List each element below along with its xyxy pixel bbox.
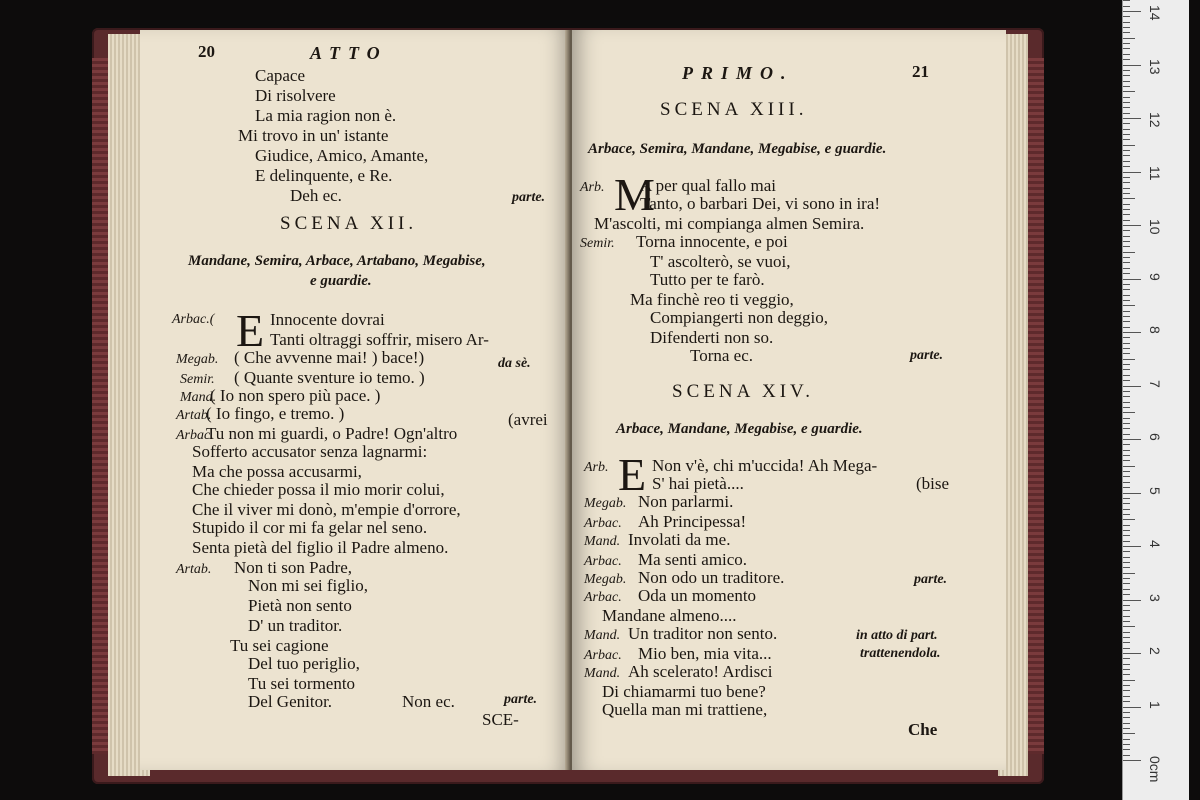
verse-line: Tu sei tormento bbox=[248, 674, 356, 693]
drop-cap: E bbox=[618, 449, 647, 500]
ruler-tick bbox=[1123, 75, 1130, 76]
ruler-tick bbox=[1123, 707, 1141, 708]
verse-line: Tutto per te farò. bbox=[650, 270, 765, 289]
ruler-tick bbox=[1123, 648, 1130, 649]
verse-line: (avrei bbox=[508, 410, 548, 429]
ruler-tick bbox=[1123, 439, 1141, 440]
verse-line: Mi trovo in un' istante bbox=[238, 126, 389, 145]
speaker-label: Arb. bbox=[580, 180, 605, 195]
ruler-tick bbox=[1123, 739, 1130, 740]
ruler-tick bbox=[1123, 589, 1130, 590]
ruler-tick bbox=[1123, 172, 1141, 173]
verse-line: ( Io non spero più pace. ) bbox=[210, 386, 381, 405]
ruler-tick bbox=[1123, 198, 1135, 199]
ruler-tick bbox=[1123, 257, 1130, 258]
ruler-tick bbox=[1123, 97, 1130, 98]
ruler-tick bbox=[1123, 412, 1135, 413]
verse-line: Ma finchè reo ti veggio, bbox=[630, 290, 794, 309]
ruler-tick bbox=[1123, 343, 1130, 344]
verse-line: Innocente dovrai bbox=[270, 310, 385, 329]
ruler-tick bbox=[1123, 455, 1130, 456]
verse-line: Capace bbox=[255, 66, 306, 85]
ruler-tick bbox=[1123, 407, 1130, 408]
ruler-tick bbox=[1123, 22, 1130, 23]
ruler-tick bbox=[1123, 514, 1130, 515]
ruler-tick bbox=[1123, 300, 1130, 301]
ruler-tick bbox=[1123, 27, 1130, 28]
ruler-tick bbox=[1123, 113, 1130, 114]
ruler-tick bbox=[1123, 567, 1130, 568]
ruler-tick bbox=[1123, 653, 1141, 654]
ruler-tick bbox=[1123, 107, 1130, 108]
ruler-tick bbox=[1123, 733, 1135, 734]
verse-line: La mia ragion non è. bbox=[255, 106, 397, 125]
ruler-tick bbox=[1123, 428, 1130, 429]
ruler-tick bbox=[1123, 578, 1130, 579]
ruler-tick bbox=[1123, 642, 1130, 643]
measuring-ruler bbox=[1122, 0, 1189, 800]
cast-list: e guardie. bbox=[310, 273, 372, 289]
ruler-tick bbox=[1123, 182, 1130, 183]
verse-line: M'ascolti, mi compianga almen Semira. bbox=[594, 214, 865, 233]
speaker-label: Arbac. bbox=[584, 554, 622, 569]
ruler-tick bbox=[1123, 129, 1130, 130]
stage-direction: parte. bbox=[914, 572, 948, 587]
ruler-tick bbox=[1123, 241, 1130, 242]
verse-line: A per qual fallo mai bbox=[640, 176, 776, 195]
ruler-tick bbox=[1123, 81, 1130, 82]
ruler-tick bbox=[1123, 471, 1130, 472]
ruler-tick bbox=[1123, 460, 1130, 461]
ruler-tick bbox=[1123, 402, 1130, 403]
speaker-label: Mand. bbox=[584, 534, 621, 549]
scene-title: SCENA XIII. bbox=[660, 99, 808, 120]
ruler-number: 7 bbox=[1147, 379, 1163, 388]
speaker-label: Arbac. bbox=[584, 648, 622, 663]
ruler-tick bbox=[1123, 364, 1130, 365]
ruler-tick bbox=[1123, 43, 1130, 44]
speaker-label: Mand. bbox=[180, 390, 217, 405]
cast-list: Arbace, Mandane, Megabise, e guardie. bbox=[616, 421, 863, 437]
ruler-tick bbox=[1123, 755, 1130, 756]
verse-line: Stupido il cor mi fa gelar nel seno. bbox=[192, 518, 428, 537]
stage-direction: parte. bbox=[512, 190, 546, 205]
ruler-number: 3 bbox=[1147, 593, 1163, 602]
stage-direction: in atto di part. bbox=[856, 628, 938, 643]
ruler-tick bbox=[1123, 626, 1135, 627]
drop-cap: E bbox=[236, 305, 265, 356]
ruler-tick bbox=[1123, 685, 1130, 686]
page-number: 21 bbox=[912, 62, 929, 81]
ruler-tick bbox=[1123, 321, 1130, 322]
ruler-tick bbox=[1123, 6, 1130, 7]
ruler-tick bbox=[1123, 91, 1135, 92]
ruler-tick bbox=[1123, 375, 1130, 376]
ruler-number: 6 bbox=[1147, 433, 1163, 441]
ruler-number: 9 bbox=[1147, 272, 1163, 281]
ruler-tick bbox=[1123, 423, 1130, 424]
ruler-tick bbox=[1123, 273, 1130, 274]
ruler-tick bbox=[1123, 204, 1130, 205]
ruler-tick bbox=[1123, 295, 1130, 296]
speaker-label: Megab. bbox=[584, 572, 627, 587]
ruler-tick bbox=[1123, 396, 1130, 397]
verse-line: Giudice, Amico, Amante, bbox=[255, 146, 429, 165]
cast-list: Arbace, Semira, Mandane, Megabise, e guardie. bbox=[588, 141, 887, 157]
ruler-tick bbox=[1123, 760, 1141, 761]
ruler-tick bbox=[1123, 450, 1130, 451]
ruler-tick bbox=[1123, 188, 1130, 189]
drop-cap: M bbox=[614, 169, 655, 220]
verse-line: S' hai pietà.... bbox=[652, 474, 744, 493]
ruler-unit-label: 0cm bbox=[1147, 756, 1163, 783]
ruler-tick bbox=[1123, 289, 1130, 290]
speaker-label: Megab. bbox=[176, 352, 219, 367]
ruler-tick bbox=[1123, 193, 1130, 194]
ruler-tick bbox=[1123, 434, 1130, 435]
ruler-tick bbox=[1123, 155, 1130, 156]
ruler-tick bbox=[1123, 696, 1130, 697]
verse-line: Non ti son Padre, bbox=[234, 558, 353, 577]
ruler-tick bbox=[1123, 262, 1130, 263]
ruler-tick bbox=[1123, 139, 1130, 140]
ruler-tick bbox=[1123, 166, 1130, 167]
ruler-tick bbox=[1123, 311, 1130, 312]
left-page bbox=[140, 30, 570, 770]
ruler-tick bbox=[1123, 482, 1130, 483]
stage-direction: trattenendola. bbox=[860, 646, 941, 661]
verse-line: Involati da me. bbox=[628, 530, 731, 549]
catchword: Che bbox=[908, 720, 938, 739]
ruler-number: 14 bbox=[1147, 5, 1163, 21]
ruler-tick bbox=[1123, 316, 1130, 317]
ruler-tick bbox=[1123, 728, 1130, 729]
verse-line: Senta pietà del figlio il Padre almeno. bbox=[192, 538, 449, 557]
running-head: PRIMO. bbox=[682, 63, 794, 83]
ruler-number: 13 bbox=[1147, 58, 1163, 75]
ruler-tick bbox=[1123, 669, 1130, 670]
ruler-tick bbox=[1123, 664, 1130, 665]
verse-line: Del Genitor. bbox=[248, 692, 333, 711]
verse-line: Di chiamarmi tuo bene? bbox=[602, 682, 766, 701]
speaker-label: Arbac.( bbox=[172, 312, 215, 327]
ruler-tick bbox=[1123, 54, 1130, 55]
scene-title: SCENA XII. bbox=[280, 213, 418, 234]
ruler-number: 2 bbox=[1147, 647, 1163, 655]
stage-direction: parte. bbox=[504, 692, 538, 707]
ruler-tick bbox=[1123, 48, 1130, 49]
speaker-label: Artab. bbox=[176, 562, 212, 577]
ruler-number: 11 bbox=[1147, 165, 1163, 181]
verse-line: ( Io fingo, e tremo. ) bbox=[206, 404, 345, 423]
verse-line: ( Che avvenne mai! ) bace!) bbox=[234, 348, 425, 367]
ruler-tick bbox=[1123, 16, 1130, 17]
verse-line: Mandane almeno.... bbox=[602, 606, 737, 625]
verse-line: Non v'è, chi m'uccida! Ah Mega- bbox=[652, 456, 878, 475]
verse-line: D' un traditor. bbox=[248, 616, 343, 635]
ruler-tick bbox=[1123, 600, 1141, 601]
verse-line: Oda un momento bbox=[638, 586, 757, 605]
stage-direction: da sè. bbox=[498, 356, 531, 371]
verse-line: Che chieder possa il mio morir colui, bbox=[192, 480, 445, 499]
ruler-tick bbox=[1123, 86, 1130, 87]
verse-line: Del tuo periglio, bbox=[248, 654, 360, 673]
speaker-label: Arb. bbox=[584, 460, 609, 475]
ruler-tick bbox=[1123, 209, 1130, 210]
ruler-tick bbox=[1123, 380, 1130, 381]
verse-line: Di risolvere bbox=[255, 86, 336, 105]
ruler-number: 4 bbox=[1147, 540, 1163, 548]
ruler-number: 8 bbox=[1147, 326, 1163, 334]
verse-line: Non parlarmi. bbox=[638, 492, 734, 511]
ruler-tick bbox=[1123, 279, 1141, 280]
ruler-tick bbox=[1123, 70, 1130, 71]
ruler-tick bbox=[1123, 658, 1130, 659]
ruler-tick bbox=[1123, 418, 1130, 419]
ruler-tick bbox=[1123, 562, 1130, 563]
ruler-tick bbox=[1123, 583, 1130, 584]
ruler-tick bbox=[1123, 487, 1130, 488]
verse-line: Difenderti non so. bbox=[650, 328, 774, 347]
ruler-tick bbox=[1123, 723, 1130, 724]
ruler-tick bbox=[1123, 327, 1130, 328]
verse-line: Ah Principessa! bbox=[638, 512, 747, 531]
ruler-tick bbox=[1123, 118, 1141, 119]
verse-line: Ah scelerato! Ardisci bbox=[628, 662, 773, 681]
ruler-number: 5 bbox=[1147, 486, 1163, 495]
ruler-tick bbox=[1123, 444, 1130, 445]
ruler-tick bbox=[1123, 225, 1141, 226]
ruler-tick bbox=[1123, 466, 1135, 467]
ruler-tick bbox=[1123, 519, 1135, 520]
ruler-tick bbox=[1123, 690, 1130, 691]
speaker-label: Artab. bbox=[176, 408, 212, 423]
ruler-tick bbox=[1123, 369, 1130, 370]
page-number: 20 bbox=[198, 42, 215, 61]
verse-line: T' ascolterò, se vuoi, bbox=[650, 252, 791, 271]
ruler-tick bbox=[1123, 616, 1130, 617]
ruler-tick bbox=[1123, 717, 1130, 718]
ruler-tick bbox=[1123, 123, 1130, 124]
ruler-tick bbox=[1123, 701, 1130, 702]
ruler-tick bbox=[1123, 551, 1130, 552]
ruler-tick bbox=[1123, 284, 1130, 285]
speaker-label: Semir. bbox=[180, 372, 215, 387]
ruler-tick bbox=[1123, 712, 1130, 713]
speaker-label: Semir. bbox=[580, 236, 615, 251]
verse-line: Ma che possa accusarmi, bbox=[192, 462, 362, 481]
verse-line: Quella man mi trattiene, bbox=[602, 700, 768, 719]
ruler-tick bbox=[1123, 605, 1130, 606]
verse-line: Che il viver mi donò, m'empie d'orrore, bbox=[192, 500, 461, 519]
ruler-tick bbox=[1123, 236, 1130, 237]
ruler-number: 12 bbox=[1147, 112, 1163, 128]
speaker-label: Megab. bbox=[584, 496, 627, 511]
verse-line: Deh ec. bbox=[290, 186, 342, 205]
verse-line: Non ec. bbox=[402, 692, 455, 711]
verse-line: Sofferto accusator senza lagnarmi: bbox=[192, 442, 428, 461]
ruler-tick bbox=[1123, 150, 1130, 151]
ruler-tick bbox=[1123, 503, 1130, 504]
ruler-tick bbox=[1123, 530, 1130, 531]
ruler-tick bbox=[1123, 674, 1130, 675]
ruler-tick bbox=[1123, 65, 1141, 66]
verse-line: Non odo un traditore. bbox=[638, 568, 785, 587]
verse-line: Tu sei cagione bbox=[230, 636, 329, 655]
ruler-tick bbox=[1123, 268, 1130, 269]
ruler-tick bbox=[1123, 11, 1141, 12]
ruler-tick bbox=[1123, 230, 1130, 231]
ruler-tick bbox=[1123, 353, 1130, 354]
ruler-tick bbox=[1123, 145, 1135, 146]
verse-line: Un traditor non sento. bbox=[628, 624, 778, 643]
verse-line: ( Quante sventure io temo. ) bbox=[234, 368, 425, 387]
speaker-label: Arbac. bbox=[584, 590, 622, 605]
speaker-label: Mand. bbox=[584, 628, 621, 643]
ruler-tick bbox=[1123, 509, 1130, 510]
ruler-tick bbox=[1123, 498, 1130, 499]
verse-line: Non mi sei figlio, bbox=[248, 576, 368, 595]
ruler-tick bbox=[1123, 525, 1130, 526]
verse-line: Torna ec. bbox=[690, 346, 753, 365]
ruler-tick bbox=[1123, 493, 1141, 494]
ruler-tick bbox=[1123, 214, 1130, 215]
verse-line: Mio ben, mia vita... bbox=[638, 644, 772, 663]
ruler-tick bbox=[1123, 632, 1130, 633]
verse-line: (bise bbox=[916, 474, 950, 493]
scene-title: SCENA XIV. bbox=[672, 381, 815, 402]
ruler-number: 10 bbox=[1147, 219, 1163, 235]
ruler-tick bbox=[1123, 573, 1135, 574]
speaker-label: Arbac. bbox=[176, 428, 214, 443]
ruler-tick bbox=[1123, 594, 1130, 595]
ruler-tick bbox=[1123, 161, 1130, 162]
ruler-tick bbox=[1123, 38, 1135, 39]
ruler-tick bbox=[1123, 246, 1130, 247]
ruler-number: 1 bbox=[1147, 700, 1163, 709]
ruler-tick bbox=[1123, 637, 1130, 638]
ruler-tick bbox=[1123, 744, 1130, 745]
ruler-tick bbox=[1123, 32, 1130, 33]
ruler-tick bbox=[1123, 305, 1135, 306]
ruler-tick bbox=[1123, 749, 1130, 750]
stage-direction: parte. bbox=[910, 348, 944, 363]
ruler-tick bbox=[1123, 0, 1130, 1]
cast-list: Mandane, Semira, Arbace, Artabano, Megabise, bbox=[188, 253, 486, 269]
ruler-tick bbox=[1123, 59, 1130, 60]
ruler-tick bbox=[1123, 348, 1130, 349]
verse-line: E delinquente, e Re. bbox=[255, 166, 393, 185]
verse-line: Ma senti amico. bbox=[638, 550, 748, 569]
ruler-tick bbox=[1123, 476, 1130, 477]
ruler-tick bbox=[1123, 220, 1130, 221]
ruler-tick bbox=[1123, 610, 1130, 611]
verse-line: Compiangerti non deggio, bbox=[650, 308, 829, 327]
ruler-tick bbox=[1123, 337, 1130, 338]
verse-line: Tanti oltraggi soffrir, misero Ar- bbox=[270, 330, 489, 349]
ruler-tick bbox=[1123, 134, 1130, 135]
ruler-tick bbox=[1123, 541, 1130, 542]
verse-line: Pietà non sento bbox=[248, 596, 352, 615]
speaker-label: Mand. bbox=[584, 666, 621, 681]
ruler-tick bbox=[1123, 557, 1130, 558]
ruler-tick bbox=[1123, 680, 1135, 681]
ruler-tick bbox=[1123, 177, 1130, 178]
ruler-tick bbox=[1123, 332, 1141, 333]
ruler-tick bbox=[1123, 359, 1135, 360]
ruler-tick bbox=[1123, 102, 1130, 103]
ruler-tick bbox=[1123, 621, 1130, 622]
speaker-label: Arbac. bbox=[584, 516, 622, 531]
ruler-tick bbox=[1123, 391, 1130, 392]
verse-line: Tanto, o barbari Dei, vi sono in ira! bbox=[640, 194, 881, 213]
ruler-tick bbox=[1123, 252, 1135, 253]
verse-line: SCE- bbox=[482, 710, 519, 729]
verse-line: Tu non mi guardi, o Padre! Ogn'altro bbox=[206, 424, 458, 443]
verse-line: Torna innocente, e poi bbox=[636, 232, 788, 251]
ruler-tick bbox=[1123, 535, 1130, 536]
running-head: ATTO bbox=[310, 43, 388, 63]
ruler-tick bbox=[1123, 546, 1141, 547]
ruler-tick bbox=[1123, 386, 1141, 387]
right-page bbox=[572, 30, 1006, 770]
